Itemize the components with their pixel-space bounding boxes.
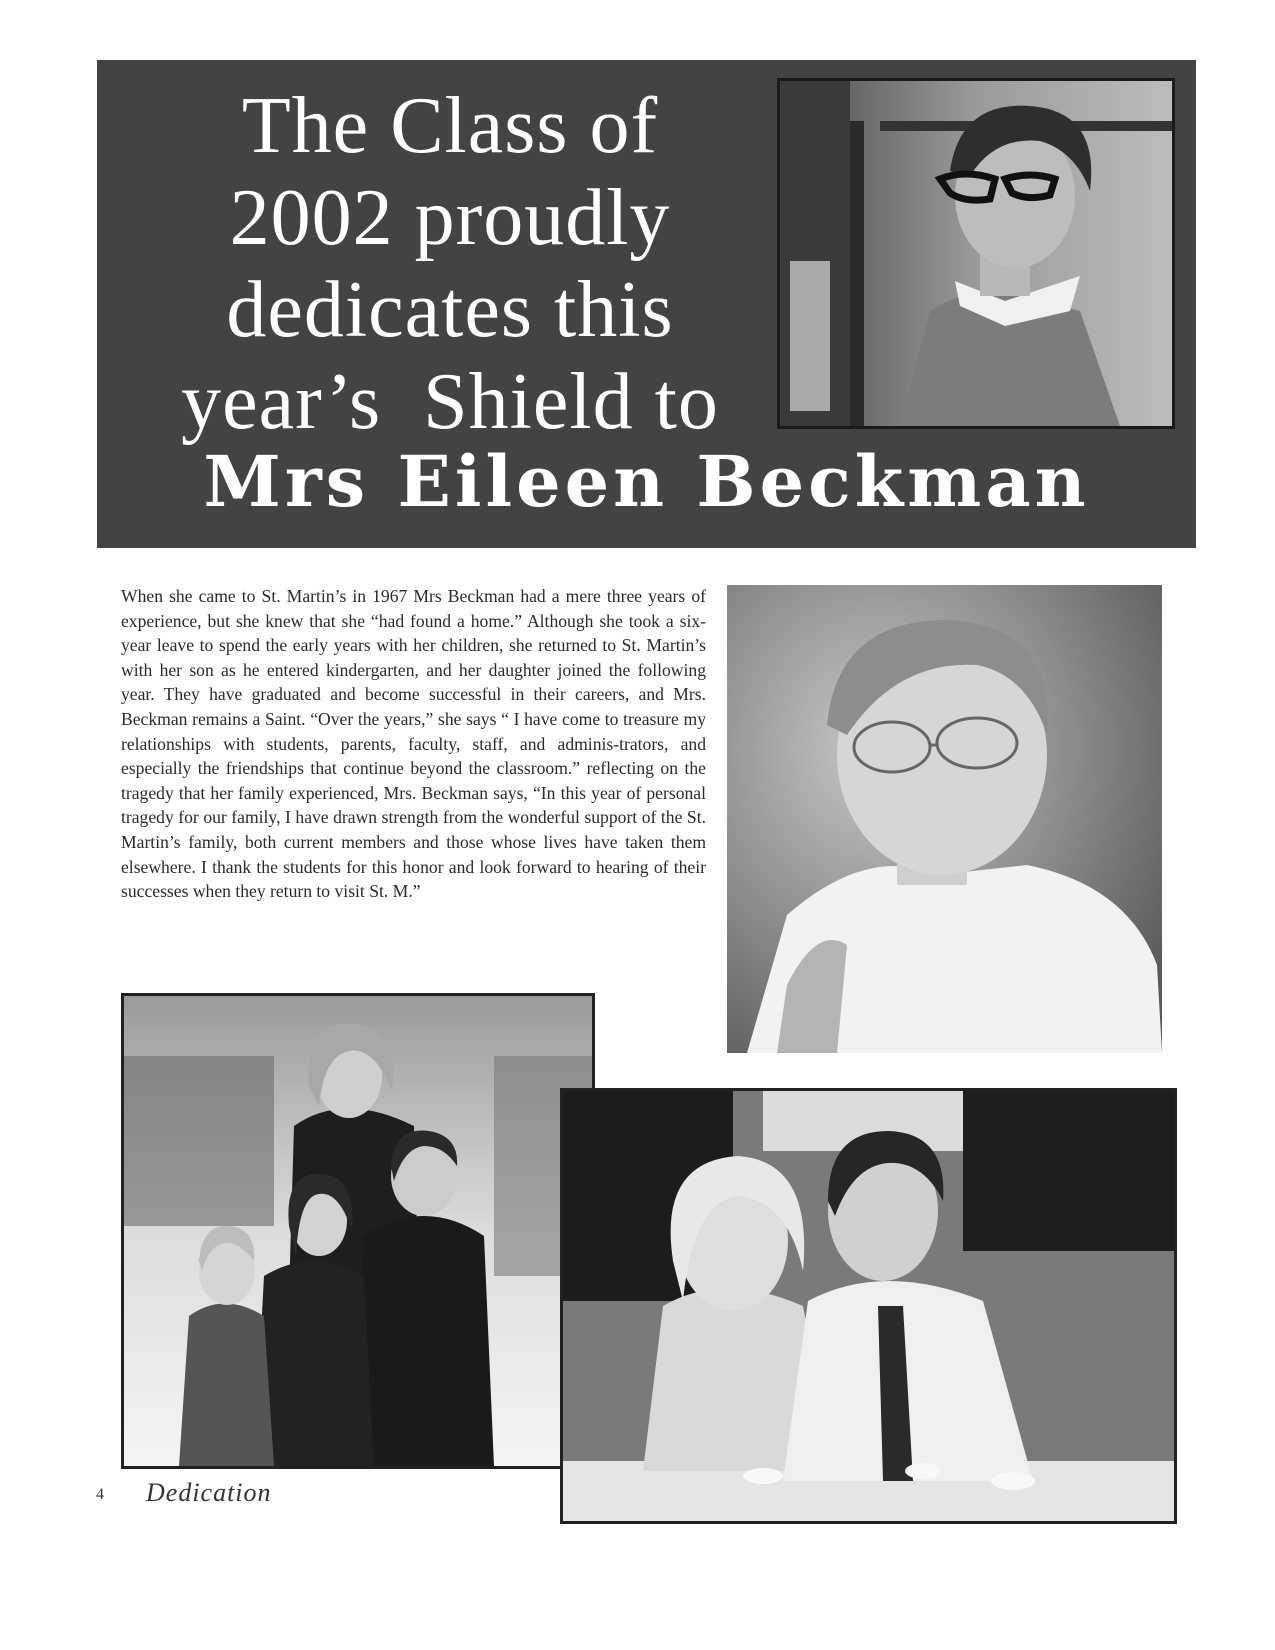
headline-line-4: year’s Shield to: [181, 358, 719, 446]
headline-line-1: The Class of: [241, 82, 659, 170]
beckman-portrait-photo: [727, 585, 1162, 1053]
page-number: 4: [96, 1486, 104, 1503]
vintage-portrait-photo: [777, 78, 1175, 429]
honoree-name: Mrs Eileen Beckman: [203, 440, 1090, 523]
family-photo: [121, 993, 595, 1469]
dedication-headline: [150, 80, 750, 448]
dedication-article: When she came to St. Martin’s in 1967 Mrs Beckman had a mere three years of experience, but she knew that she “had found a home.” Although she took a six-year leave to spend the early years with her children, she returned to St. Martin’s with her son as he entered kindergarten, and her daughter joined the following year. They have graduated and become successful in their careers, and Mrs. Beckman remains a Saint. “Over the years,” she says “ I have come to treasure my relationships with students, parents, faculty, staff, and adminis-trators, and especially the friendships that continue beyond the classroom.” reflecting on the tragedy that her family experienced, Mrs. Beckman says, “In this year of personal tragedy for our family, I have drawn strength from the wonderful support of the St. Martin’s family, both current members and those whose lives have taken them elsewhere. I thank the students for this honor and look forward to hearing of their successes when they return to visit St. M.”: [121, 586, 706, 902]
headline-line-3: dedicates this: [226, 266, 674, 354]
section-title: Dedication: [146, 1478, 272, 1507]
headline-line-2: 2002 proudly: [229, 174, 671, 262]
couple-photo: [560, 1088, 1177, 1524]
